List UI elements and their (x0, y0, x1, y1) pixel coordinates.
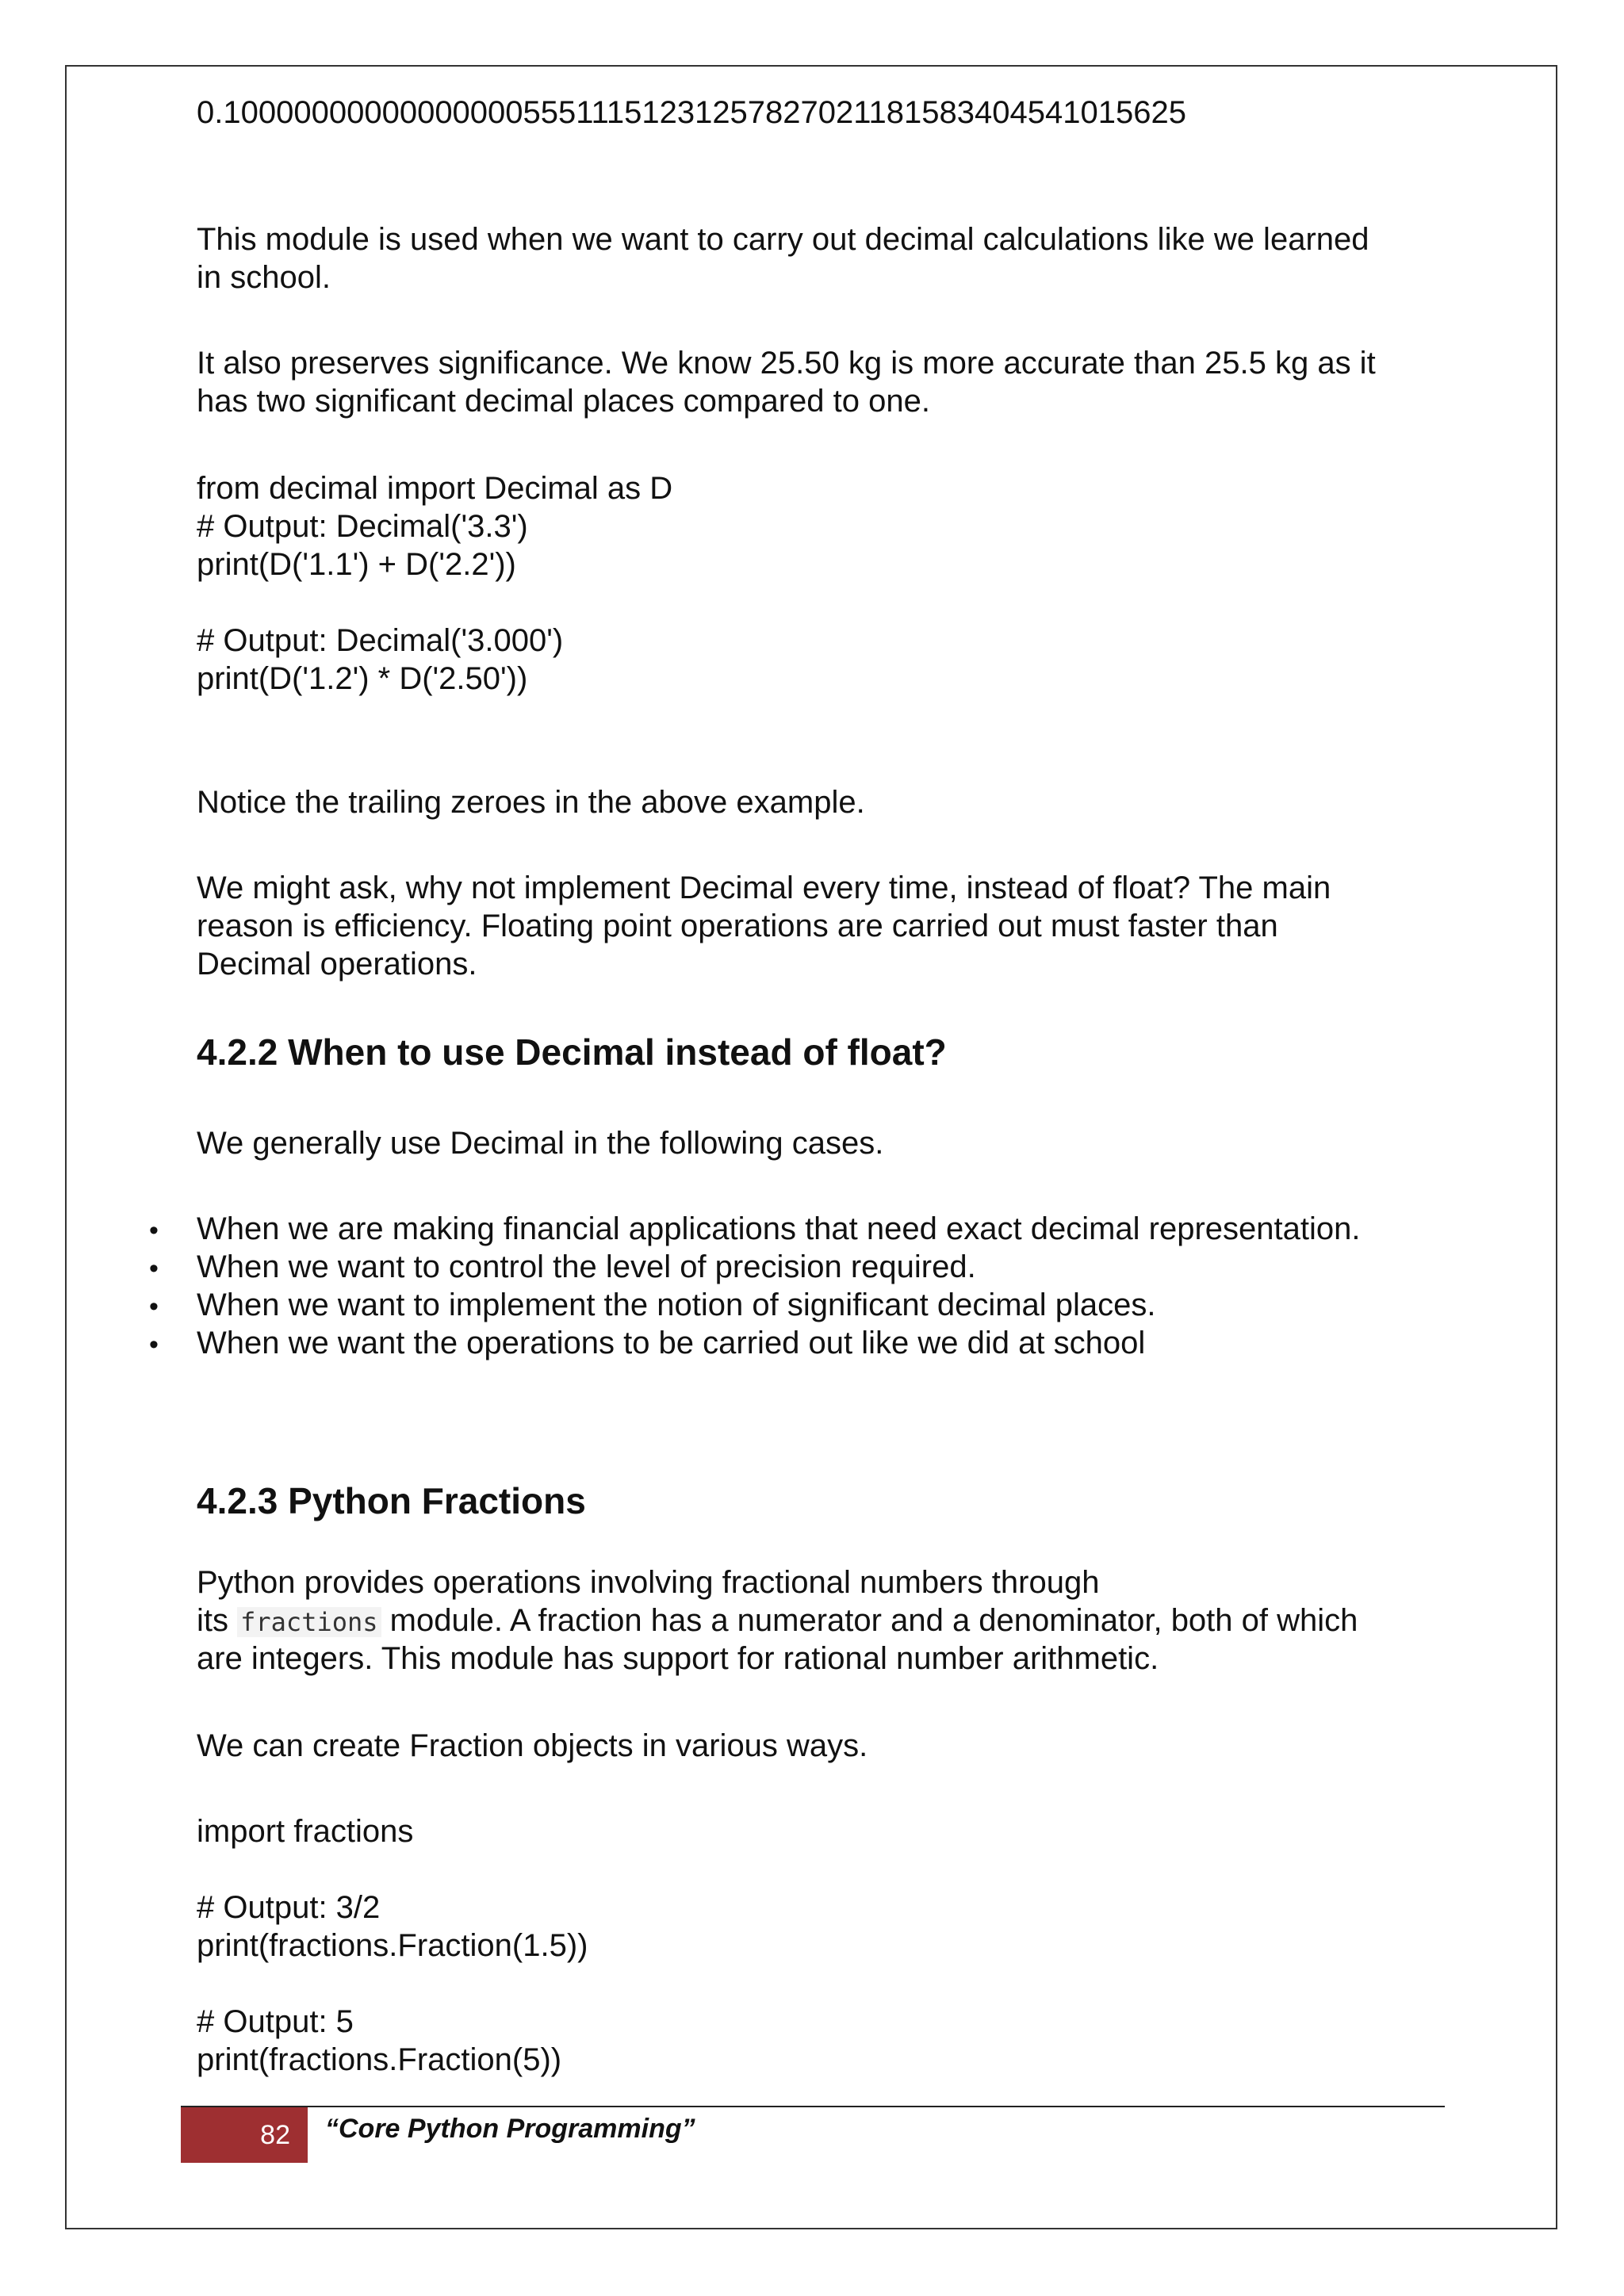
paragraph-line: We generally use Decimal in the following cases. (197, 1126, 884, 1161)
paragraph-line: has two significant decimal places compared to one. (197, 384, 930, 419)
code-line: print(D('1.1') + D('2.2')) (197, 547, 516, 582)
bullet-icon: • (149, 1330, 159, 1360)
paragraph-line: reason is efficiency. Floating point operations are carried out must faster than (197, 909, 1278, 943)
list-item-text: When we want to control the level of precision required. (197, 1249, 976, 1284)
paragraph-line: We might ask, why not implement Decimal every time, instead of float? The main (197, 871, 1331, 905)
code-line: # Output: 3/2 (197, 1890, 381, 1925)
code-line: # Output: Decimal('3.3') (197, 509, 528, 544)
paragraph-line: This module is used when we want to carry out decimal calculations like we learned (197, 222, 1369, 257)
bullet-icon: • (149, 1292, 159, 1322)
code-line: print(fractions.Fraction(5)) (197, 2042, 562, 2077)
page-number: 82 (181, 2107, 308, 2163)
section-heading: 4.2.3 Python Fractions (197, 1480, 586, 1521)
book-title: “Core Python Programming” (325, 2114, 695, 2144)
decimal-output-value: 0.1000000000000000055511151231257827021181583404541015625 (197, 95, 1186, 130)
list-item-text: When we want the operations to be carried out like we did at school (197, 1326, 1146, 1360)
list-item-text: When we want to implement the notion of significant decimal places. (197, 1288, 1156, 1322)
footer-rule (181, 2106, 1445, 2107)
text-span: module. A fraction has a numerator and a denominator, both of which (381, 1603, 1358, 1638)
paragraph-line: It also preserves significance. We know 25.50 kg is more accurate than 25.5 kg as it (197, 346, 1376, 381)
section-heading: 4.2.2 When to use Decimal instead of float? (197, 1031, 947, 1073)
paragraph-line: in school. (197, 260, 331, 295)
code-line: # Output: Decimal('3.000') (197, 623, 564, 658)
code-line: # Output: 5 (197, 2004, 354, 2039)
list-item-text: When we are making financial applications that need exact decimal representation. (197, 1211, 1361, 1246)
text-span: its (197, 1603, 238, 1638)
bullet-icon: • (149, 1253, 159, 1284)
paragraph-line: We can create Fraction objects in various ways. (197, 1728, 868, 1763)
paragraph-line: Python provides operations involving fractional numbers through (197, 1565, 1100, 1600)
paragraph-line (197, 1601, 1358, 1641)
code-line: print(D('1.2') * D('2.50')) (197, 661, 528, 696)
code-line: from decimal import Decimal as D (197, 471, 673, 506)
paragraph-line: are integers. This module has support for rational number arithmetic. (197, 1641, 1159, 1676)
bullet-icon: • (149, 1215, 159, 1246)
code-line: print(fractions.Fraction(1.5)) (197, 1928, 588, 1963)
paragraph-line: Decimal operations. (197, 947, 477, 982)
inline-code: fractions (237, 1607, 381, 1637)
paragraph-line: Notice the trailing zeroes in the above example. (197, 785, 865, 820)
code-line: import fractions (197, 1814, 414, 1849)
